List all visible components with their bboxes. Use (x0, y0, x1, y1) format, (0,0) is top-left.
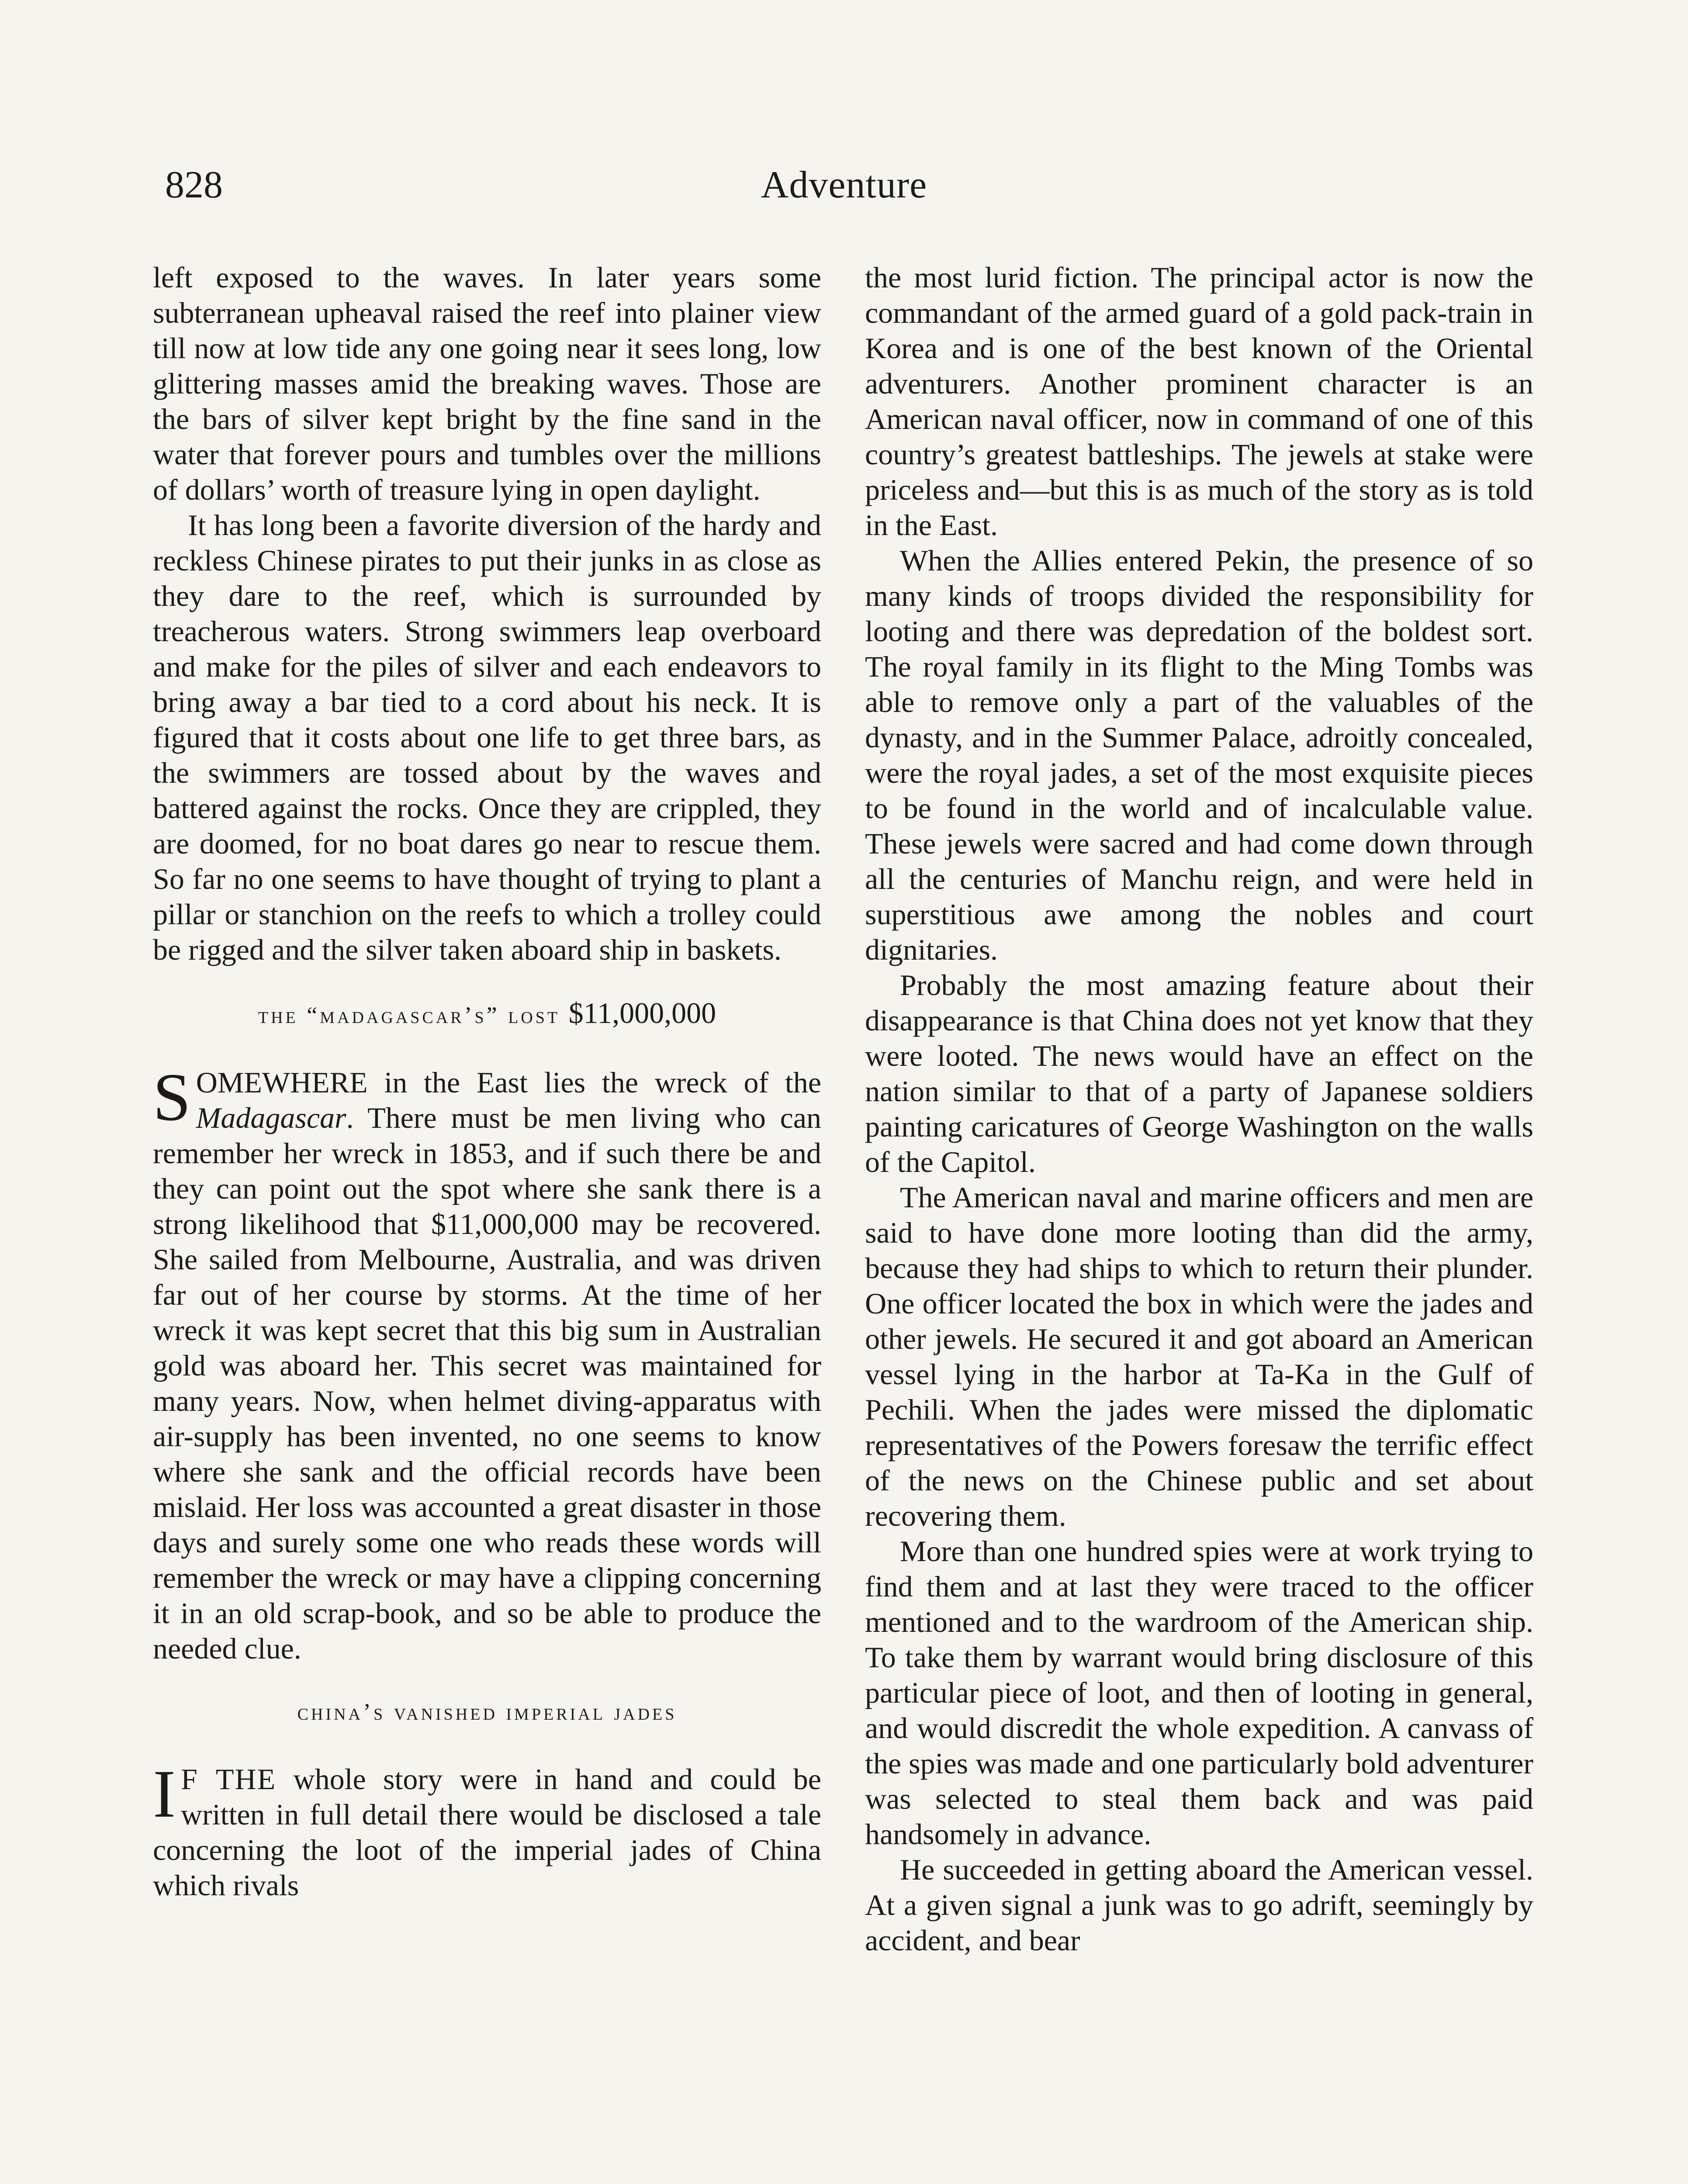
page-number: 828 (165, 164, 223, 206)
running-head-title: Adventure (761, 164, 927, 206)
ship-name: Madagascar (196, 1101, 346, 1134)
right-column (865, 260, 1533, 1958)
paragraph: He succeeded in getting aboard the American vessel. At a given signal a junk was to go adrift, seemingly by accident, and bear (865, 1853, 1533, 1957)
section-lead-paragraph (153, 1756, 821, 1903)
paragraph: The American naval and marine officers and men are said to have done more looting than did the army, because they had ships to which to return their plunder. One officer located the box in which were the jades and other jewels. He secured it and got aboard an American vessel lying in the harbor at Ta-Ka in the Gulf of Pechili. When the jades were missed the diplomatic representatives of the Powers foresaw the terrific effect of the news on the Chinese public and set about recovering them. (865, 1181, 1533, 1532)
section-heading-madagascar (153, 996, 821, 1030)
body-text: . There must be men living who can remember her wreck in 1853, and if such there be and they can point out the spot where she sank there is a strong likelihood that $11,000,000 may be recovered. She sailed from Melbourne, Australia, and was driven far out of her course by storms. At the time of her wreck it was kept secret that this big sum in Australian gold was aboard her. This secret was maintained for many years. Now, when helmet diving-apparatus with air-supply has been invented, no one seems to know where she sank and the official records have been mislaid. Her loss was accounted a great disaster in those days and surely some one who reads these words will remember the wreck or may have a clipping concerning it in an old scrap-book, and so be able to produce the needed clue. (153, 1101, 821, 1665)
paragraph: More than one hundred spies were at work trying to find them and at last they were traced to the officer mentioned and to the wardroom of the American ship. To take them by warrant would bring disclosure of this particular piece of loot, and then of looting in general, and would discredit the whole expedition. A canvass of the spies was made and one particularly bold adventurer was selected to steal them back and was paid handsomely in advance. (865, 1534, 1533, 1851)
drop-cap-i: I (153, 1756, 176, 1832)
drop-cap-s: S (153, 1059, 191, 1135)
paragraph: Probably the most amazing feature about their disappearance is that China does not yet know that they were looted. The news would have an effect on the nation similar to that of a party of Japanese soldiers painting caricatures of George Washington on the walls of the Capitol. (865, 968, 1533, 1178)
paragraph: When the Allies entered Pekin, the presence of so many kinds of troops divided the responsibility for looting and there was depredation of the boldest sort. The royal family in its flight to the Ming Tombs was able to remove only a part of the valuables of the dynasty, and in the Summer Palace, adroitly concealed, were the royal jades, a set of the most exquisite pieces to be found in the world and of incalculable value. These jewels were sacred and had come down through all the centuries of Manchu reign, and were held in superstitious awe among the nobles and court dignitaries. (865, 544, 1533, 966)
left-column (153, 260, 821, 1903)
paragraph: left exposed to the waves. In later years some subterranean upheaval raised the reef into plainer view till now at low tide any one going near it sees long, low glittering masses amid the breaking waves. Those are the bars of silver kept bright by the fine sand in the water that forever pours and tumbles over the millions of dollars’ worth of treasure lying in open daylight. (153, 261, 821, 506)
lead-text: F THE (180, 1762, 277, 1796)
section-heading-amount: $11,000,000 (568, 996, 716, 1030)
paragraph: the most lurid fiction. The principal actor is now the commandant of the armed guard of a gold pack-train in Korea and is one of the best known of the Oriental adventurers. Another prominent character is an American naval officer, now in command of one of this country’s greatest battleships. The jewels at stake were priceless and—but this is as much of the story as is told in the East. (865, 261, 1533, 542)
section-heading-text: the “madagascar’s” lost (258, 1002, 560, 1028)
section-heading-jades: china’s vanished imperial jades (297, 1699, 677, 1725)
paragraph: It has long been a favorite diversion of the hardy and reckless Chinese pirates to put their junks in as close as they dare to the reef, which is surrounded by treacherous waters. Strong swimmers leap overboard and make for the piles of silver and each endeavors to bring away a bar tied to a cord about his neck. It is figured that it costs about one life to get three bars, as the swimmers are tossed about by the waves and battered against the rocks. Once they are crippled, they are doomed, for no boat dares go near to rescue them. So far no one seems to have thought of trying to plant a pillar or stanchion on the reefs to which a trolley could be rigged and the silver taken aboard ship in baskets. (153, 508, 821, 966)
lead-text: OMEWHERE in the East lies the wreck of the (196, 1066, 821, 1099)
section-lead-paragraph (153, 1059, 821, 1666)
body-text: whole story were in hand and could be written in full detail there would be disclosed a tale concerning the loot of the imperial jades of China which rivals (153, 1762, 821, 1902)
